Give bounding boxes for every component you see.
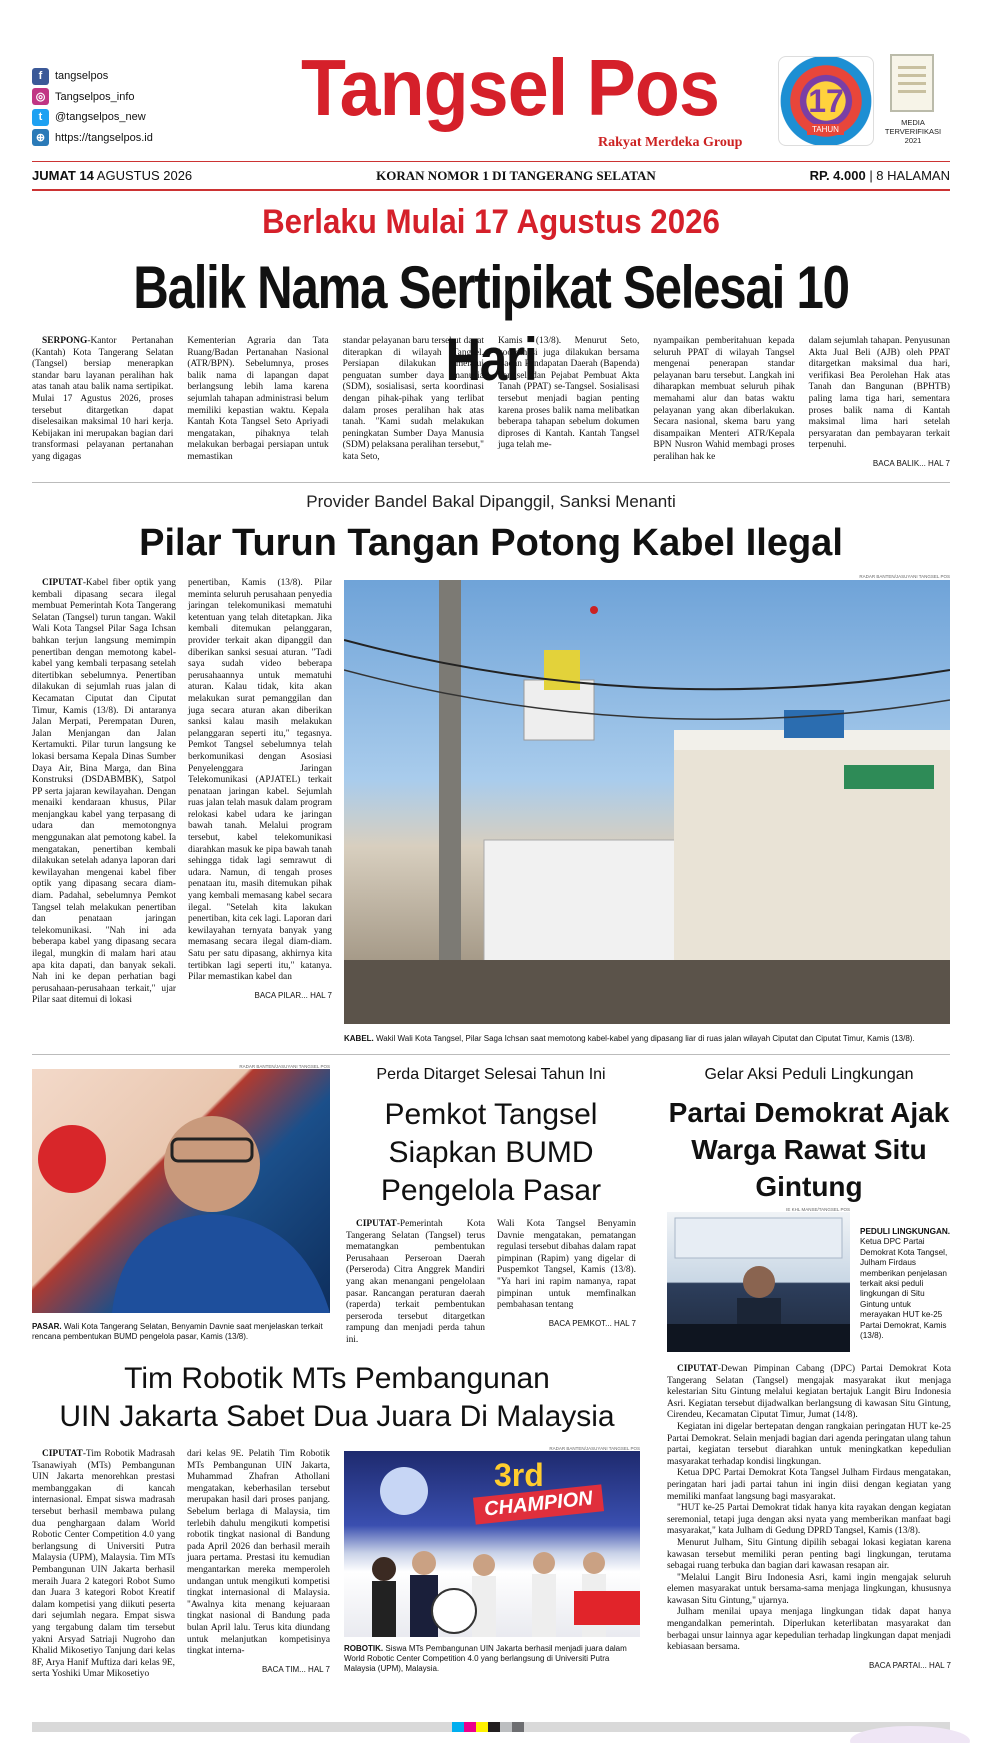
story2-body xyxy=(32,578,332,1007)
anniversary-number: 17 xyxy=(808,82,844,119)
story3-kicker: Perda Ditarget Selesai Tahun Ini xyxy=(376,1066,606,1083)
dateline xyxy=(32,161,950,191)
cable-cutting-photo[interactable] xyxy=(344,580,950,1024)
lead-headline[interactable]: Balik Nama Sertipikat Selesai 10 Hari xyxy=(133,254,849,393)
certificate-label: MEDIA TERVERIFIKASI 2021 xyxy=(884,118,942,145)
story2-column: penertiban, Kamis (13/8). Pilar meminta seluruh perusahaan penyedia jaringan telekomunikasi mematuhi ketentuan yang telah ditetapkan. Jika kembali ditemukan pelanggaran, provider terkait akan dipanggil dan diberikan sanksi sesuai aturan. "Tadi saya sudah video beberapa perusahaannya untuk mematuhi aturan. Kalau tidak, kita akan melakukan surat pemanggilan dan juga secara aturan akan diberikan sanksi kalau masih melakukan pelanggaran seperti itu," tegasnya. Pemkot Tangsel sebelumnya telah berkomunikasi dengan Asosiasi Penyelenggara Jaringan Telekomunikasi (APJATEL) terkait penataan jaringan kabel. Sejumlah ruas jalan telah masuk dalam program relokasi kabel udara ke jaringan bawah tanah. Melalui program tersebut, kabel telekomunikasi diarahkan masuk ke pipa bawah tanah sehingga tidak lagi semrawut di udara. Namun, di tengah proses penataan itu, masih ditemukan pihak yang kembali memasang kabel secara ilegal. "Setelah kita lakukan penertiban, kita cek lagi. Laporan dari kewilayahan ternyata banyak yang memasang secara ilegal diam-diam. Satu per satu dipasang, akhirnya kita tertibkan lagi seperti itu," katanya. Pilar memastikan kabel dan BACA PILAR... HAL 7 xyxy=(188,578,332,1000)
story2-column: CIPUTAT-Kabel fiber optik yang kembali dipasang secara ilegal membuat Pemerintah Kota Tangerang Selatan (Tangsel) turun tangan. Wakil Wali Kota Tangsel Pilar Saga Ichsan bahkan terjun langsung memimpin penertiban dengan memotong kabel-kabel yang kembali terpasang setelah ditertibkan sebelumnya. Penertiban dilakukan di sejumlah ruas jalan di Kecamatan Ciputat dan Ciputat Timur, Kamis (13/8). Di antaranya Jalan Merpati, Perempatan Duren, Jalan Menjangan dan Jalan Kertamukti. Pilar turun langsung ke lokasi bersama Kepala Dinas Sumber Daya Air, Bina Marga, dan Bina Konstruksi (DSDABMBK), Satpol PP serta jajaran kewilayahan. Dengan menaiki kendaraan khusus, Pilar menjangkau kabel yang terpasang di udara dan memotongnya menggunakan alat pemotong kabel. Ia mengatakan, penertiban kembali dilakukan setelah adanya laporan dari kewilayahan mengenai kabel fiber optik yang dipasang secara diam-diam. Padahal, sebelumnya Pemkot Tangsel telah melakukan penertiban dan penataan jaringan telekomunikasi. "Nah ini ada beberapa kabel yang dipasang secara ilegal, mungkin di malam hari atau apa kita dapati, dan banyak sekali. Nah ini ke depan perhatian bagi perusahaan-perusahaan terkait," ujar Pilar saat ditemui di lokasi xyxy=(32,578,176,1006)
robotics-photo[interactable] xyxy=(344,1451,640,1637)
story5-headline[interactable]: Tim Robotik MTs Pembangunan UIN Jakarta Sabet Dua Juara Di Malaysia xyxy=(59,1362,615,1433)
demokrat-illustration xyxy=(667,1212,850,1352)
story3-body xyxy=(346,1219,636,1347)
facebook-icon: f xyxy=(32,68,49,85)
color-swatches xyxy=(452,1722,524,1732)
photo-credit: IE KHL MANSE/TANGSEL POS xyxy=(786,1207,850,1212)
story3-headline[interactable]: Pemkot Tangsel Siapkan BUMD Pengelola Pasar xyxy=(380,1098,602,1207)
social-facebook[interactable] xyxy=(32,66,153,87)
story5-column: CIPUTAT-Tim Robotik Madrasah Tsanawiyah (MTs) Pembangunan UIN Jakarta menorehkan prestasi membanggakan di kancah internasional. Empat siswa madrasah tersebut berhasil membawa pulang dua penghargaan dalam World Robotic Center Competition 4.0 yang berlangsung di Universiti Putra Malaysia (UPM), Malaysia. Tim MTs Pembangunan UIN Jakarta berhasil meraih Juara 2 kategori Robot Sumo dan Juara 3 kategori Robot Kreatif dalam kompetisi yang diikuti peserta dari sejumlah negara. Empat siswa yang tergabung dalam tim tersebut yakni Arsyad Satriaji Nugroho dan Khalid Mikosetiyo Tanjung dari kelas 8F, Arya Hanif Muftiza dari kelas 9E, serta Yoshiki Umar Mikosetiyo xyxy=(32,1449,175,1680)
mayor-illustration xyxy=(32,1069,330,1313)
continue-link[interactable]: BACA PARTAI... HAL 7 xyxy=(869,1660,951,1670)
anniversary-badge xyxy=(778,56,874,146)
social-website[interactable] xyxy=(32,128,153,149)
newspaper-logo: Tangsel Pos xyxy=(301,43,719,132)
continue-link[interactable]: BACA BALIK... HAL 7 xyxy=(872,458,950,468)
mayor-photo[interactable] xyxy=(32,1069,330,1313)
photo-caption: ROBOTIK. Siswa MTs Pembangunan UIN Jakarta berhasil menjadi juara dalam World Robotic Center Competition 4.0 yang berlangsung di Universiti Putra Malaysia (UPM), Malaysia. xyxy=(344,1644,627,1673)
issue-date: JUMAT 14 AGUSTUS 2026 xyxy=(32,168,193,183)
social-label: @tangselpos_new xyxy=(55,111,146,123)
story3-column: CIPUTAT-Pemerintah Kota Tangerang Selatan (Tangsel) terus mematangkan pembentukan Perusahaan Perseroan Daerah (Perseroda) Citra Anggrek Mandiri yang akan menangani pengelolaan pasar. Rancangan peraturan daerah (raperda) terkait pembentukan perseroda tersebut ditargetkan rampung dan menjadi perda tahun ini. xyxy=(346,1219,485,1345)
banner-place: 3rd xyxy=(494,1457,544,1493)
lead-kicker: Berlaku Mulai 17 Agustus 2026 xyxy=(262,203,720,241)
social-links xyxy=(32,66,153,148)
lead-column: SERPONG-Kantor Pertanahan (Kantah) Kota Tangerang Selatan (Tangsel) bersiap menerapkan standar baru layanan peralihan hak atas tanah atau balik nama sertipikat. Mulai 17 Agustus 2026, proses tersebut ditargetkan dapat diselesaikan maksimal 10 hari kerja. Kebijakan ini merupakan bagian dari transformasi pelayanan pertanahan yang digagas xyxy=(32,336,174,462)
story4-kicker: Gelar Aksi Peduli Lingkungan xyxy=(704,1066,914,1083)
social-twitter[interactable] xyxy=(32,107,153,128)
lead-column: Kamis (13/8). Menurut Seto, koordinasi juga dilakukan bersama Badan Pendapatan Daerah (Bapenda) Tangsel dan Pejabat Pembuat Akta Tanah (PPAT) se-Tangsel. Sosialisasi tersebut menjadi bagian penting karena proses balik nama melibatkan beberapa tahapan sebelum dokumen diproses di Kantah. Kantah Tangsel juga telah me- xyxy=(497,336,640,451)
lead-column: Kementerian Agraria dan Tata Ruang/Badan Pertanahan Nasional (ATR/BPN). Sebelumnya, proses balik nama di lapangan dapat berlangsung lebih lama karena sejumlah tahapan administrasi belum memiliki kepastian waktu. Kepala Kantah Kota Tangsel Seto Apriyadi mengatakan, pihaknya telah melakukan berbagai persiapan untuk memastikan xyxy=(187,336,329,462)
photo-credit: RADAR BANTEN/JASUYANI TANGSEL POS xyxy=(549,1446,640,1451)
issue-price: RP. 4.000 | 8 HALAMAN xyxy=(809,168,950,183)
story2-headline[interactable]: Pilar Turun Tangan Potong Kabel Ilegal xyxy=(139,522,843,564)
story5-body xyxy=(32,1449,330,1681)
lead-column: standar pelayanan baru tersebut dapat diterapkan di wilayah Tangsel. Persiapan dilakukan melalui penguatan sumber daya manusia (SDM), sosialisasi, serta koordinasi dengan pihak-pihak yang terlibat dalam proses peralihan hak atas tanah. "Kami sudah melakukan peningkatan Sumber Daya Manusia (SDM) pelaksana peralihan tersebut," kata Seto, xyxy=(342,336,484,462)
globe-icon: ⊕ xyxy=(32,129,49,146)
champion-banner: CHAMPION xyxy=(473,1484,604,1524)
twitter-icon: t xyxy=(32,109,49,126)
social-instagram[interactable] xyxy=(32,87,153,108)
certificate-icon xyxy=(890,54,934,112)
story4-body: CIPUTAT-Dewan Pimpinan Cabang (DPC) Partai Demokrat Kota Tangerang Selatan (Tangsel) mengajak masyarakat ikut menjaga kelestarian Situ Gintung melalui kegiatan bertajuk Langit Biru Indonesia Asri. Kegiatan tersebut dijadwalkan berlangsung di kawasan Situ Gintung, Cirendeu, Kecamatan Ciputat Timur, Jumat (14/8). Kegiatan ini digelar bertepatan dengan rangkaian peringatan HUT ke-25 Partai Demokrat. Selain menjadi bagian dari agenda peringatan ulang tahun partai, kegiatan tersebut diarahkan untuk meningkatkan kepedulian masyarakat terhadap kondisi lingkungan. Ketua DPC Partai Demokrat Kota Tangsel Julham Firdaus mengatakan, peringatan hari jadi partai tahun ini ingin diisi dengan kegiatan yang memiliki manfaat langsung bagi masyarakat. "HUT ke-25 Partai Demokrat tidak hanya kita rayakan dengan kegiatan seremonial, tetapi juga dengan aksi nyata yang memberikan manfaat bagi masyarakat," kata Julham di Gedung DPRD Tangsel, Kamis (13/8). Menurut Julham, Situ Gintung dipilih sebagai lokasi kegiatan karena kawasan tersebut memiliki peran penting bagi lingkungan, terutama sebagai ruang terbuka dan bagian dari kawasan resapan air. "Melalui Langit Biru Indonesia Asri, kami ingin mengajak seluruh elemen masyarakat untuk bersama-sama menjaga lingkungan, khususnya kawasan Situ Gintung," ujarnya. Julham menilai upaya menjaga lingkungan tidak dapat hanya mengandalkan pemerintah. Diperlukan keterlibatan masyarakat dan berbagai unsur lainnya agar kepedulian terhadap lingkungan dapat menjadi kebiasaan bersama. BACA PARTAI... HAL 7 xyxy=(667,1364,951,1670)
instagram-icon: ◎ xyxy=(32,88,49,105)
photo-caption: PEDULI LINGKUNGAN. Ketua DPC Partai Demokrat Kota Tangsel, Julham Firdaus memberikan penjelasan terkait aksi peduli lingkungan di Situ Gintung untuk merayakan HUT ke-25 Partai Demokrat, Kamis (13/8). xyxy=(860,1227,951,1341)
section-divider xyxy=(32,482,950,483)
story5-column: dari kelas 9E. Pelatih Tim Robotik MTs Pembangunan UIN Jakarta, Muhammad Zhafran Athollani mengatakan, keberhasilan tersebut merupakan hasil dari proses panjang. Sebelum berlaga di Malaysia, tim terlebih dahulu mengikuti kompetisi robotik tingkat nasional di Bandung pada April 2026 dan berhasil meraih juara pertama. Prestasi itu kemudian mengantarkan mereka memperoleh undangan untuk mengikuti kompetisi tingkat internasional di Malaysia. "Awalnya kita menang kejuaraan tingkat nasional di Bandung pada bulan April lalu. Terus kita diundang untuk melanjutkan kompetisinya tingkat interna- BACA TIM... HAL 7 xyxy=(187,1449,330,1674)
story4-headline[interactable]: Partai Demokrat Ajak Warga Rawat Situ Gintung xyxy=(668,1097,950,1202)
anniversary-label: TAHUN xyxy=(807,124,844,135)
robotics-illustration xyxy=(344,1451,640,1637)
photo-credit: RADAR BANTEN/JASUYANI TANGSEL POS xyxy=(859,574,950,579)
masthead xyxy=(32,40,950,155)
lead-column: dalam sejumlah tahapan. Penyusunan Akta Jual Beli (AJB) oleh PPAT ditargetkan maksimal dua hari, verifikasi Bea Perolehan Hak atas Tanah dan Bangunan (BPHTB) paling lama tiga hari, sementara proses balik nama di Kantah maksimal lima hari setelah persyaratan dan pembayaran terkait terpenuhi. BACA BALIK... HAL 7 xyxy=(808,336,950,468)
story3-column: Wali Kota Tangsel Benyamin Davnie mengatakan, pematangan regulasi tersebut dibahas dalam rapat pimpinan (Rapim) yang digelar di Puspemkot Tangsel, Kamis (13/8). "Ya hari ini rapim namanya, rapat pimpinan untuk memfinalkan pembahasan tentang BACA PEMKOT... HAL 7 xyxy=(497,1219,637,1328)
motto: KORAN NOMOR 1 DI TANGERANG SELATAN xyxy=(376,167,656,183)
photo-caption: PASAR. Wali Kota Tangerang Selatan, Benyamin Davnie saat menjelaskan terkait rencana pembentukan BUMD pengelola pasar, Kamis (13/8). xyxy=(32,1322,323,1341)
cable-cutting-illustration xyxy=(344,580,950,1024)
lead-body xyxy=(32,336,950,470)
lead-column: nyampaikan pemberitahuan kepada seluruh PPAT di wilayah Tangsel mengenai penerapan standar pelayanan baru tersebut. Langkah ini diharapkan membuat seluruh pihak memahami alur dan batas waktu pelayanan yang akan diberlakukan. Secara nasional, skema baru yang disampaikan Menteri ATR/Kepala BPN Nusron Wahid membagi proses peralihan hak ke xyxy=(653,336,795,462)
social-label: Tangselpos_info xyxy=(55,90,135,103)
continue-link[interactable]: BACA TIM... HAL 7 xyxy=(261,1664,330,1674)
publisher-group: Rakyat Merdeka Group xyxy=(598,135,743,150)
photo-caption: KABEL. Wakil Wali Kota Tangsel, Pilar Saga Ichsan saat memotong kabel-kabel yang dipasang liar di ruas jalan wilayah Ciputat dan Ciputat Timur, Kamis (13/8). xyxy=(344,1034,915,1043)
social-label: https://tangselpos.id xyxy=(55,131,153,144)
demokrat-photo[interactable] xyxy=(667,1212,850,1352)
continue-link[interactable]: BACA PILAR... HAL 7 xyxy=(254,990,332,1000)
section-divider xyxy=(32,1054,950,1055)
story2-kicker: Provider Bandel Bakal Dipanggil, Sanksi Menanti xyxy=(306,492,676,511)
continue-link[interactable]: BACA PEMKOT... HAL 7 xyxy=(548,1318,636,1328)
photo-credit: RADAR BANTEN/JASUYANI TANGSEL POS xyxy=(239,1064,330,1069)
social-label: tangselpos xyxy=(55,70,109,82)
